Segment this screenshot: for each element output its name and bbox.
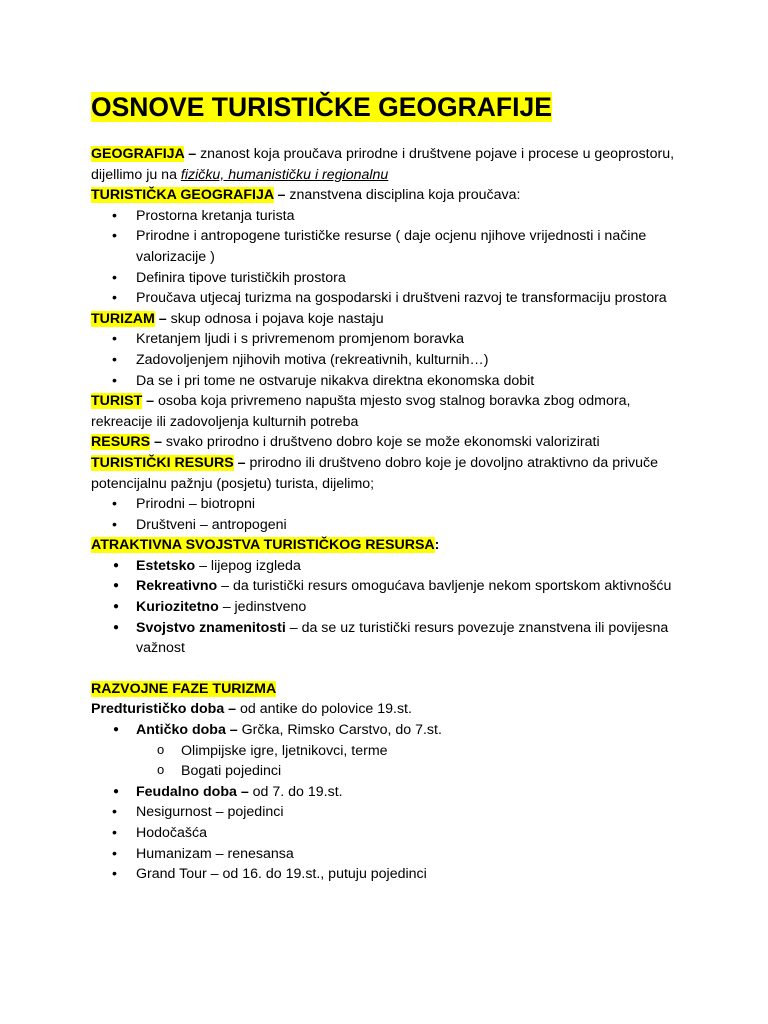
list-item: • Prostorna kretanja turista bbox=[91, 206, 691, 227]
document-page bbox=[91, 90, 691, 885]
sub-list-item: o Bogati pojedinci bbox=[91, 761, 691, 782]
list-item: • Prirodne i antropogene turističke resurse ( daje ocjenu njihove vrijednosti i načine valorizacije ) bbox=[91, 226, 691, 267]
list-item: • Kretanjem ljudi i s privremenom promjenom boravka bbox=[91, 329, 691, 350]
turisticki-resurs-term: TURISTIČKI RESURS bbox=[91, 454, 234, 471]
predturisticko-doba: Predturističko doba – od antike do polovice 19.st. bbox=[91, 701, 412, 718]
turizam-definition: TURIZAM – skup odnosa i pojava koje nastaju bbox=[91, 310, 384, 327]
geografija-subdivisions: fizičku, humanističku i regionalnu bbox=[180, 166, 389, 183]
list-item: ● Rekreativno – da turistički resurs omogućava bavljenje nekom sportskom aktivnošću bbox=[91, 576, 691, 597]
razvojne-heading: RAZVOJNE FAZE TURIZMA bbox=[91, 680, 277, 697]
turizam-term: TURIZAM bbox=[91, 310, 155, 327]
turisticka-geografija-term: TURISTIČKA GEOGRAFIJA bbox=[91, 187, 274, 204]
atraktivna-heading: ATRAKTIVNA SVOJSTVA TURISTIČKOG RESURSA: bbox=[91, 537, 440, 554]
turisticka-geografija-definition: TURISTIČKA GEOGRAFIJA – znanstvena disciplina koja proučava: bbox=[91, 187, 521, 204]
list-item: • Definira tipove turističkih prostora bbox=[91, 268, 691, 289]
razvojne-list-2 bbox=[91, 782, 691, 803]
geografija-term: GEOGRAFIJA bbox=[91, 146, 185, 162]
razvojne-list bbox=[91, 720, 691, 741]
page-title: OSNOVE TURISTIČKE GEOGRAFIJE bbox=[91, 92, 552, 122]
list-item: • Humanizam – renesansa bbox=[91, 844, 691, 865]
list-item: • Da se i pri tome ne ostvaruje nikakva direktna ekonomska dobit bbox=[91, 371, 691, 392]
turisticka-geografija-list bbox=[91, 206, 691, 309]
list-item: ● Feudalno doba – od 7. do 19.st. bbox=[91, 782, 691, 803]
feudalno-list bbox=[91, 802, 691, 884]
anticko-sublist bbox=[91, 741, 691, 782]
list-item: ● Svojstvo znamenitosti – da se uz turistički resurs povezuje znanstvena ili povijesna važnost bbox=[91, 618, 691, 659]
list-item: • Prirodni – biotropni bbox=[91, 494, 691, 515]
turizam-list bbox=[91, 329, 691, 391]
list-item: ● Kuriozitetno – jedinstveno bbox=[91, 597, 691, 618]
atraktivna-list bbox=[91, 556, 691, 659]
list-item: ● Antičko doba – Grčka, Rimsko Carstvo, do 7.st. bbox=[91, 720, 691, 741]
turisticki-resurs-definition: TURISTIČKI RESURS – prirodno ili društveno dobro koje je dovoljno atraktivno da privuče potencijalnu pažnju (posjetu) turista, dijelimo; bbox=[91, 454, 658, 492]
list-item: • Proučava utjecaj turizma na gospodarski i društveni razvoj te transformaciju prostora bbox=[91, 288, 691, 309]
turist-term: TURIST bbox=[91, 393, 143, 410]
resurs-definition: RESURS – svako prirodno i društveno dobro koje se može ekonomski valorizirati bbox=[91, 434, 600, 451]
geografija-definition: GEOGRAFIJA – znanost koja proučava prirodne i društvene pojave i procese u geoprostoru, dijellimo ju na fizičku, humanističku i regionalnu bbox=[91, 146, 675, 183]
resurs-term: RESURS bbox=[91, 434, 151, 451]
turist-definition: TURIST – osoba koja privremeno napušta mjesto svog stalnog boravka zbog odmora, rekreacije ili zadovoljenja kulturnih potreba bbox=[91, 393, 631, 430]
list-item: ● Estetsko – lijepog izgleda bbox=[91, 556, 691, 577]
list-item: • Društveni – antropogeni bbox=[91, 515, 691, 536]
list-item: • Zadovoljenjem njihovih motiva (rekreativnih, kulturnih…) bbox=[91, 350, 691, 371]
sub-list-item: o Olimpijske igre, ljetnikovci, terme bbox=[91, 741, 691, 762]
list-item: • Hodočašća bbox=[91, 823, 691, 844]
list-item: • Grand Tour – od 16. do 19.st., putuju pojedinci bbox=[91, 864, 691, 885]
turisticki-resurs-list bbox=[91, 494, 691, 535]
list-item: • Nesigurnost – pojedinci bbox=[91, 802, 691, 823]
